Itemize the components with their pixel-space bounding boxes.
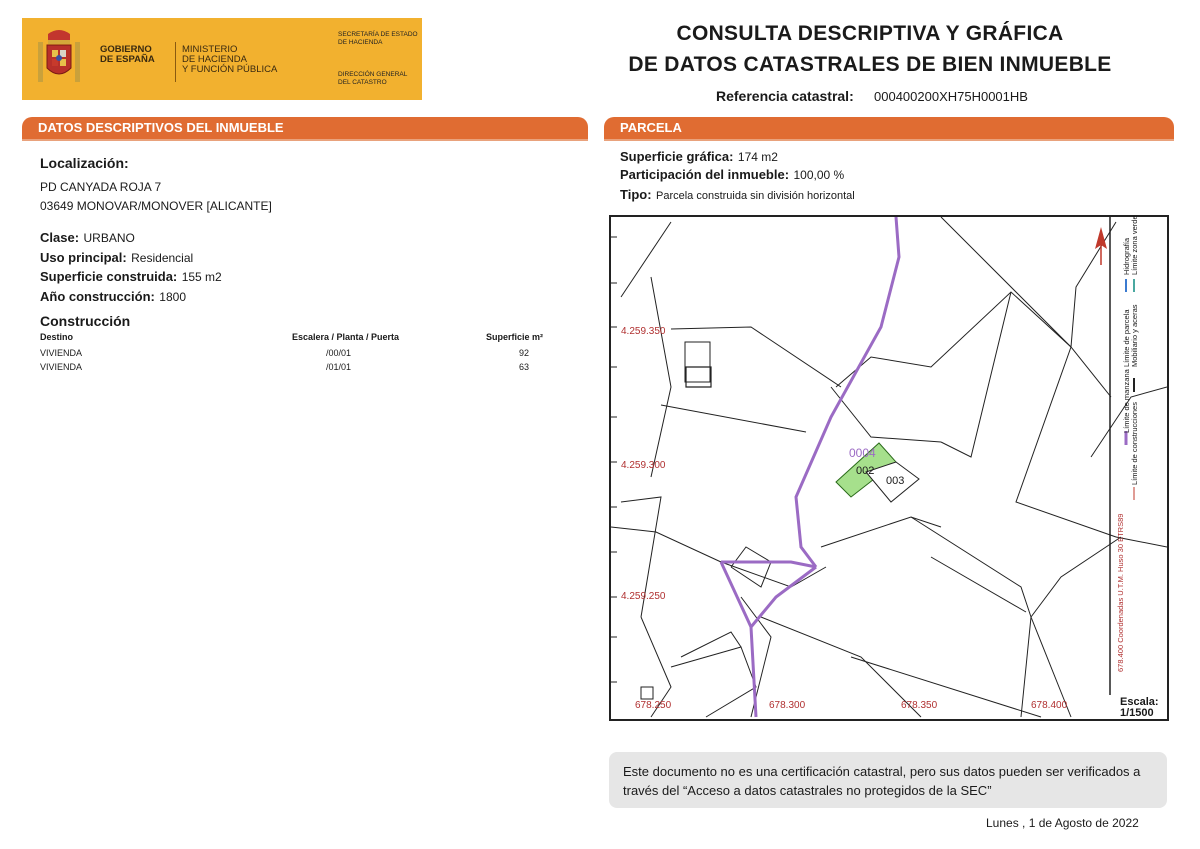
disclaimer-notice: Este documento no es una certificación catastral, pero sus datos pueden ser verificados a través del “Acceso a datos catastrales no protegidos de la SEC” <box>609 752 1167 808</box>
x-coord-label: 678.250 <box>635 700 672 711</box>
table-cell-destino: VIVIENDA <box>40 362 83 372</box>
secretaria-label: SECRETARÍA DE ESTADO DE HACIENDA <box>338 31 418 46</box>
section-bar-parcela: PARCELA <box>604 117 1174 139</box>
anio-label: Año construcción: <box>40 289 155 304</box>
localizacion-label: Localización: <box>40 155 129 171</box>
clase-field <box>40 229 135 247</box>
ref-catastral-value: 000400200XH75H0001HB <box>874 89 1028 104</box>
cadastral-map <box>609 215 1169 721</box>
participacion-label: Participación del inmueble: <box>620 167 790 182</box>
participacion-field <box>620 166 844 184</box>
anio-value: 1800 <box>159 290 186 304</box>
legend-mobiliario: Mobiliario y aceras <box>1130 304 1139 367</box>
clase-label: Clase: <box>40 230 80 245</box>
direccion-label: DIRECCIÓN GENERAL DEL CATASTRO <box>338 71 408 86</box>
legend-parcela: Límite de parcela <box>1122 309 1131 367</box>
gov-name: GOBIERNO DE ESPAÑA <box>100 44 155 65</box>
legend-manzana: Límite de manzana <box>1122 369 1131 433</box>
uso-value: Residencial <box>131 251 194 265</box>
building-label: 002 <box>856 465 875 477</box>
table-header-superficie: Superficie m² <box>486 332 544 342</box>
tipo-field <box>620 186 855 204</box>
y-coord-label: 4.259.250 <box>621 591 666 602</box>
section-bar-datos: DATOS DESCRIPTIVOS DEL INMUEBLE <box>22 117 588 139</box>
scale-value: 1/1500 <box>1120 707 1154 719</box>
superficie-grafica-label: Superficie gráfica: <box>620 149 734 164</box>
table-cell-superficie: 63 <box>519 362 530 372</box>
tipo-value: Parcela construida sin división horizontal <box>655 190 855 202</box>
parcel-id-label: 0004 <box>849 446 876 460</box>
y-coord-label: 4.259.350 <box>621 326 666 337</box>
superficie-field <box>40 268 222 286</box>
table-header-destino: Destino <box>40 332 74 342</box>
tipo-label: Tipo: <box>620 187 652 202</box>
legend-construcciones: Límite de construcciones <box>1130 402 1139 485</box>
superficie-grafica-field <box>620 148 778 166</box>
building-label: 003 <box>886 475 905 487</box>
x-coord-label: 678.400 <box>1031 700 1068 711</box>
construccion-title: Construcción <box>40 313 131 329</box>
x-coord-label: 678.300 <box>769 700 806 711</box>
superficie-grafica-value: 174 m2 <box>737 150 778 164</box>
uso-field <box>40 249 193 267</box>
scale-label: Escala: <box>1120 696 1159 708</box>
superficie-label: Superficie construida: <box>40 269 178 284</box>
map-legend <box>1091 217 1171 695</box>
axis-ticks <box>611 237 617 682</box>
table-header-escalera: Escalera / Planta / Puerta <box>292 332 400 342</box>
document-title: CONSULTA DESCRIPTIVA Y GRÁFICA <box>676 22 1064 45</box>
participacion-value: 100,00 % <box>793 168 845 182</box>
clase-value: URBANO <box>83 231 135 245</box>
legend-zona-verde: Límite zona verde <box>1130 215 1139 275</box>
document-date: Lunes , 1 de Agosto de 2022 <box>986 816 1139 830</box>
table-cell-superficie: 92 <box>519 348 530 358</box>
table-cell-escalera: /00/01 <box>326 348 352 358</box>
coat-of-arms-icon <box>36 28 82 90</box>
uso-label: Uso principal: <box>40 250 127 265</box>
scale-box <box>1116 697 1169 721</box>
ministry-name: MINISTERIO DE HACIENDA Y FUNCIÓN PÚBLICA <box>182 44 278 75</box>
y-coord-label: 4.259.300 <box>621 460 666 471</box>
map-canvas <box>611 217 1167 719</box>
table-cell-destino: VIVIENDA <box>40 348 83 358</box>
address-line2: 03649 MONOVAR/MONOVER [ALICANTE] <box>40 199 272 213</box>
anio-field <box>40 288 186 306</box>
document-title-line2: DE DATOS CATASTRALES DE BIEN INMUEBLE <box>628 53 1112 76</box>
table-cell-escalera: /01/01 <box>326 362 352 372</box>
superficie-value: 155 m2 <box>181 270 222 284</box>
address-line1: PD CANYADA ROJA 7 <box>40 180 162 194</box>
coords-note: 678.400 Coordenadas U.T.M. Huso 30 ETRS89 <box>1116 513 1125 672</box>
x-coord-label: 678.350 <box>901 700 938 711</box>
legend-hidrografia: Hidrografía <box>1122 237 1131 275</box>
ref-catastral-label: Referencia catastral: <box>716 88 854 104</box>
